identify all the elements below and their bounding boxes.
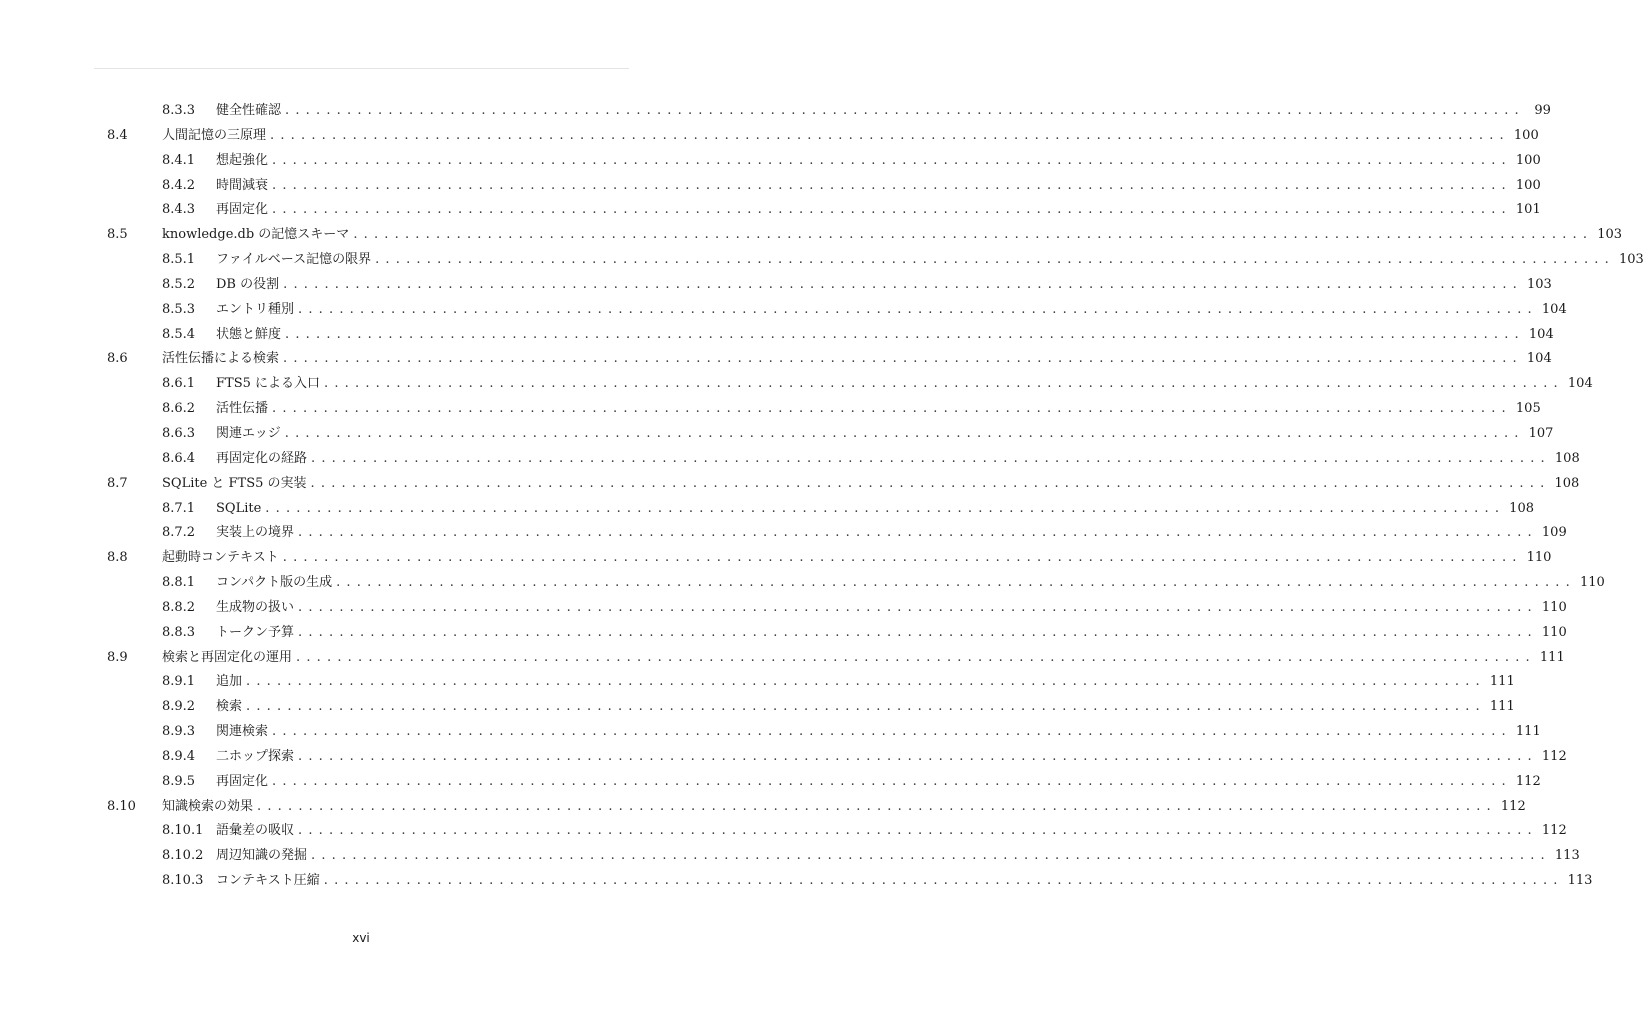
toc-entry-title: SQLite (216, 497, 265, 522)
toc-leader-dots: ........................................................................................................................ (298, 823, 1538, 839)
toc-entry-title: コンパクト版の生成 (216, 571, 336, 596)
toc-leader-dots: ........................................................................................................................ (246, 699, 1486, 715)
toc-entry-page: 103 (1618, 252, 1644, 268)
toc-entry-title: コンテキスト圧縮 (216, 869, 324, 894)
toc-entry-title: 生成物の扱い (216, 596, 298, 621)
toc-leader-dots: ........................................................................................................................ (296, 649, 1536, 665)
toc-leader-dots: ........................................................................................................................ (311, 450, 1551, 466)
toc-leader-dots: ........................................................................................................................ (375, 252, 1615, 268)
toc-leader-dots: ........................................................................................................................ (246, 674, 1486, 690)
toc-leader-dots: ........................................................................................................................ (298, 301, 1538, 317)
toc-leader-dots: ........................................................................................................................ (298, 599, 1538, 615)
toc-leader-dots: ........................................................................................................................ (272, 177, 1512, 193)
toc-entry-number: 8.6.2 (162, 401, 196, 417)
toc-leader-dots: ........................................................................................................................ (257, 798, 1497, 814)
toc-entry-page: 100 (1513, 127, 1539, 143)
toc-subsection-entry[interactable] (0, 819, 1567, 844)
toc-entry-number: 8.10.3 (162, 873, 204, 889)
toc-leader-dots: ........................................................................................................................ (285, 326, 1525, 342)
toc-entry-title: 時間減衰 (216, 174, 272, 199)
toc-entry-title: 活性伝播による検索 (162, 347, 283, 372)
toc-entry-title: 知識検索の効果 (162, 795, 257, 820)
table-of-contents (0, 99, 1644, 894)
toc-subsection-entry[interactable] (0, 323, 1554, 348)
toc-entry-page: 113 (1554, 848, 1580, 864)
toc-entry-number: 8.8.1 (162, 575, 196, 591)
toc-subsection-entry[interactable] (0, 521, 1567, 546)
toc-leader-dots: ........................................................................................................................ (272, 202, 1512, 218)
toc-entry-page: 110 (1541, 624, 1567, 640)
toc-subsection-entry[interactable] (0, 372, 1593, 397)
toc-section-entry[interactable] (0, 546, 1552, 571)
toc-entry-title: 実装上の境界 (216, 521, 298, 546)
toc-entry-number: 8.6.4 (162, 450, 196, 466)
toc-entry-title: 二ホップ探索 (216, 745, 298, 770)
toc-entry-page: 101 (1515, 202, 1541, 218)
toc-entry-title: トークン予算 (216, 621, 298, 646)
toc-leader-dots: ........................................................................................................................ (282, 550, 1523, 566)
toc-entry-title: knowledge.db の記憶スキーマ (162, 223, 353, 248)
toc-subsection-entry[interactable] (0, 497, 1534, 522)
toc-entry-number: 8.6 (107, 351, 128, 367)
toc-subsection-entry[interactable] (0, 596, 1567, 621)
toc-subsection-entry[interactable] (0, 869, 1593, 894)
toc-leader-dots: ........................................................................................................................ (323, 873, 1564, 889)
toc-entry-page: 109 (1541, 525, 1567, 541)
toc-leader-dots: ........................................................................................................................ (272, 401, 1512, 417)
toc-entry-title: 再固定化 (216, 198, 272, 223)
toc-entry-page: 112 (1515, 773, 1541, 789)
toc-entry-page: 99 (1534, 103, 1551, 118)
toc-subsection-entry[interactable] (0, 770, 1541, 795)
toc-entry-page: 104 (1526, 351, 1552, 367)
toc-entry-page: 100 (1515, 177, 1541, 193)
toc-entry-number: 8.7 (107, 475, 128, 491)
toc-entry-page: 111 (1489, 699, 1515, 715)
toc-entry-number: 8.9.3 (162, 724, 196, 740)
toc-subsection-entry[interactable] (0, 720, 1541, 745)
toc-entry-number: 8.5 (107, 227, 128, 243)
toc-subsection-entry[interactable] (0, 298, 1567, 323)
toc-subsection-entry[interactable] (0, 248, 1644, 273)
toc-section-entry[interactable] (0, 347, 1552, 372)
toc-entry-page: 103 (1597, 227, 1623, 243)
toc-entry-title: 再固定化の経路 (216, 447, 311, 472)
toc-entry-title: 語彙差の吸収 (216, 819, 298, 844)
toc-leader-dots: ........................................................................................................................ (311, 848, 1551, 864)
toc-entry-page: 105 (1515, 401, 1541, 417)
toc-entry-number: 8.10 (107, 798, 136, 814)
toc-section-entry[interactable] (0, 124, 1539, 149)
header-rule (94, 68, 629, 69)
toc-leader-dots: ........................................................................................................................ (284, 425, 1525, 441)
toc-entry-number: 8.8.2 (162, 599, 196, 615)
toc-entry-title: 追加 (216, 670, 246, 695)
toc-entry-title: 健全性確認 (216, 99, 285, 124)
toc-entry-number: 8.9.1 (162, 674, 196, 690)
toc-section-entry[interactable] (0, 472, 1580, 497)
toc-entry-page: 103 (1527, 276, 1552, 292)
toc-entry-page: 111 (1515, 724, 1541, 740)
toc-entry-number: 8.4.3 (162, 202, 196, 218)
toc-entry-page: 110 (1526, 550, 1552, 566)
toc-leader-dots: ........................................................................................................................ (324, 376, 1564, 392)
toc-leader-dots: ........................................................................................................................ (298, 525, 1538, 541)
toc-entry-title: 想起強化 (216, 149, 272, 174)
toc-subsection-entry[interactable] (0, 397, 1541, 422)
toc-leader-dots: ........................................................................................................................ (298, 624, 1538, 640)
toc-entry-number: 8.6.1 (162, 376, 196, 392)
toc-subsection-entry[interactable] (0, 149, 1541, 174)
toc-entry-page: 111 (1489, 674, 1515, 690)
toc-entry-number: 8.5.4 (162, 326, 196, 342)
toc-entry-title: 人間記憶の三原理 (162, 124, 270, 149)
toc-entry-title: FTS5 による入口 (216, 372, 324, 397)
toc-subsection-entry[interactable] (0, 621, 1567, 646)
toc-entry-page: 108 (1509, 500, 1534, 516)
toc-subsection-entry[interactable] (0, 695, 1515, 720)
toc-subsection-entry[interactable] (0, 844, 1580, 869)
toc-entry-title: 検索と再固定化の運用 (162, 646, 296, 671)
toc-entry-title: エントリ種別 (216, 298, 298, 323)
toc-entry-title: 状態と鮮度 (216, 323, 285, 348)
toc-entry-title: 関連検索 (216, 720, 272, 745)
toc-entry-number: 8.8 (107, 550, 128, 566)
toc-leader-dots: ........................................................................................................................ (272, 773, 1512, 789)
toc-entry-number: 8.5.2 (162, 276, 196, 292)
toc-leader-dots: ........................................................................................................................ (270, 127, 1510, 143)
toc-entry-number: 8.4.1 (162, 152, 196, 168)
toc-section-entry[interactable] (0, 795, 1526, 820)
toc-entry-page: 100 (1515, 152, 1541, 168)
toc-subsection-entry[interactable] (0, 174, 1541, 199)
toc-entry-number: 8.10.2 (162, 848, 204, 864)
toc-subsection-entry[interactable] (0, 99, 1551, 124)
toc-leader-dots: ........................................................................................................................ (265, 500, 1506, 516)
toc-entry-page: 108 (1554, 475, 1580, 491)
toc-entry-number: 8.6.3 (162, 425, 196, 441)
toc-entry-number: 8.9.5 (162, 773, 196, 789)
toc-entry-page: 111 (1539, 649, 1565, 665)
toc-leader-dots: ........................................................................................................................ (353, 227, 1594, 243)
toc-entry-page: 112 (1541, 823, 1567, 839)
toc-entry-number: 8.3.3 (162, 103, 196, 118)
toc-entry-number: 8.5.1 (162, 252, 196, 268)
toc-entry-number: 8.7.2 (162, 525, 196, 541)
toc-entry-title: 再固定化 (216, 770, 272, 795)
toc-entry-number: 8.7.1 (162, 500, 196, 516)
toc-subsection-entry[interactable] (0, 745, 1567, 770)
toc-subsection-entry[interactable] (0, 198, 1541, 223)
toc-entry-page: 107 (1528, 425, 1554, 441)
toc-entry-title: 検索 (216, 695, 246, 720)
toc-leader-dots: ........................................................................................................................ (298, 748, 1538, 764)
page-number-footer: xvi (352, 931, 370, 945)
toc-entry-number: 8.9.2 (162, 699, 196, 715)
toc-entry-title: 関連エッジ (216, 422, 285, 447)
toc-leader-dots: ........................................................................................................................ (336, 575, 1576, 591)
toc-entry-number: 8.9.4 (162, 748, 196, 764)
toc-leader-dots: ........................................................................................................................ (310, 475, 1551, 491)
toc-entry-page: 104 (1528, 326, 1554, 342)
toc-entry-number: 8.8.3 (162, 624, 196, 640)
toc-leader-dots: ........................................................................................................................ (272, 724, 1512, 740)
toc-entry-number: 8.4.2 (162, 177, 196, 193)
toc-subsection-entry[interactable] (0, 422, 1554, 447)
toc-subsection-entry[interactable] (0, 447, 1580, 472)
toc-entry-title: SQLite と FTS5 の実装 (162, 472, 311, 497)
toc-entry-number: 8.9 (107, 649, 128, 665)
toc-entry-page: 110 (1541, 599, 1567, 615)
toc-leader-dots: ........................................................................................................................ (283, 276, 1523, 292)
toc-entry-page: 110 (1579, 575, 1605, 591)
toc-entry-page: 108 (1554, 450, 1580, 466)
toc-entry-page: 112 (1541, 748, 1567, 764)
toc-subsection-entry[interactable] (0, 273, 1552, 298)
toc-section-entry[interactable] (0, 646, 1565, 671)
toc-entry-page: 113 (1567, 873, 1593, 889)
toc-subsection-entry[interactable] (0, 571, 1605, 596)
toc-entry-title: 起動時コンテキスト (162, 546, 283, 571)
toc-section-entry[interactable] (0, 223, 1623, 248)
toc-entry-number: 8.4 (107, 127, 128, 143)
toc-leader-dots: ........................................................................................................................ (285, 103, 1525, 118)
toc-entry-number: 8.10.1 (162, 823, 204, 839)
toc-entry-number: 8.5.3 (162, 301, 196, 317)
toc-entry-page: 104 (1567, 376, 1593, 392)
toc-subsection-entry[interactable] (0, 670, 1515, 695)
toc-entry-page: 112 (1500, 798, 1526, 814)
toc-entry-page: 104 (1541, 301, 1567, 317)
toc-entry-title: ファイルベース記憶の限界 (216, 248, 375, 273)
toc-entry-title: 周辺知識の発掘 (216, 844, 311, 869)
toc-entry-title: DB の役割 (216, 273, 283, 298)
toc-leader-dots: ........................................................................................................................ (272, 152, 1512, 168)
toc-entry-title: 活性伝播 (216, 397, 272, 422)
toc-leader-dots: ........................................................................................................................ (283, 351, 1523, 367)
